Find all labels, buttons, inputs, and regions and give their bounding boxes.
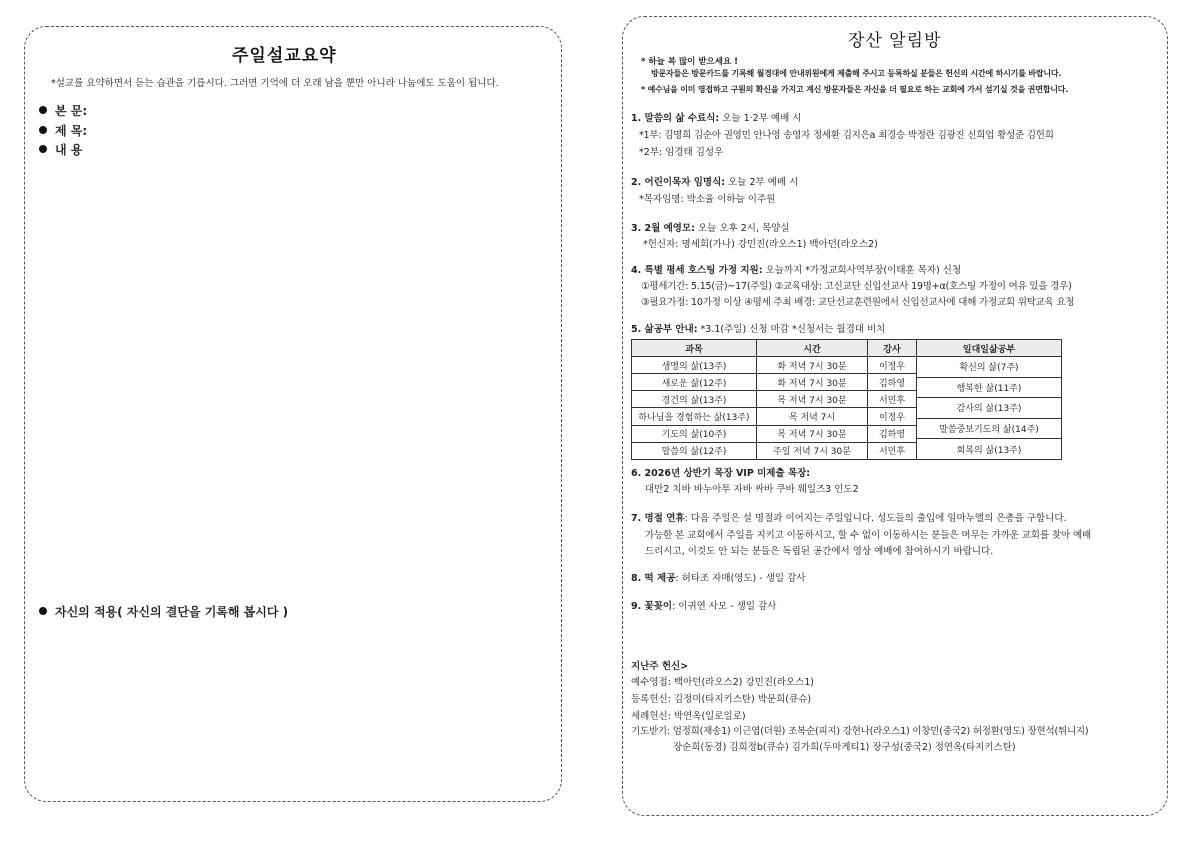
notice-8-head: 8. 떡 제공: [631, 573, 676, 584]
field-label: 본 문:: [55, 104, 88, 118]
notice-7: [631, 511, 1067, 528]
notice-7-line: 가능한 본 교회에서 주일을 지키고 이동하시고, 할 수 없이 이동하시는 분들은 머무는 가까운 교회를 찾아 예배: [645, 530, 1092, 541]
table-row: [632, 357, 1062, 374]
notice-4-line: ①평세기간: 5.15(금)~17(주일) ②교육대상: 고신교단 신입선교사 19명+α(호스팅 가정이 여유 있을 경우): [641, 281, 1072, 292]
notice-1-head: 1. 말씀의 삶 수료식:: [631, 113, 720, 124]
bullet-icon: [39, 106, 47, 114]
offering-line: 장순희(동경) 김희정b(큐슈) 김가희(두마게티1) 장구성(중국2) 정연옥(타지키스탄): [673, 742, 1016, 753]
table-cell: 화 저녁 7시 30분: [757, 374, 868, 391]
notice-6-head: 6. 2026년 상반기 목장 VIP 미제출 목장:: [631, 468, 811, 479]
field-scripture[interactable]: [39, 102, 87, 119]
table-cell: 하나님을 경험하는 삶(13주): [632, 408, 757, 425]
field-label: 내 용: [55, 143, 83, 157]
announcements-panel: [622, 16, 1168, 816]
notice-1-line: *1부: 김명희 김순아 권영민 안나영 송영자 정세환 김지은a 최경승 박정란 김광진 신희업 황성준 김헌희: [639, 130, 1054, 141]
notice-7-head: 7. 명절 연휴: [631, 513, 685, 524]
table-cell: 서민후: [868, 442, 917, 459]
table-cell: 주일 저녁 7시 30분: [757, 442, 868, 459]
table-cell: 목 저녁 7시: [757, 408, 868, 425]
table-cell: 이정우: [868, 408, 917, 425]
notice-3-rest: 오늘 오후 2시, 목양실: [694, 223, 790, 234]
notice-4-head: 4. 특별 평세 호스팅 가정 지원:: [631, 265, 763, 276]
table-header: 과목: [632, 340, 757, 357]
table-cell: 경건의 삶(13주): [632, 391, 757, 408]
offering-line: 세례헌신: 박연옥(일로일로): [631, 711, 746, 722]
bullet-icon: [39, 145, 47, 153]
bullet-icon: [39, 126, 47, 134]
table-cell: 서민후: [868, 391, 917, 408]
welcome-line: * 예수님을 이미 영접하고 구원의 확신을 가지고 계신 방문자들은 자신을 더 필요로 하는 교회에 가서 섬기실 것을 권면합니다.: [641, 85, 1069, 94]
table-header: 시간: [757, 340, 868, 357]
table-cell: 새로운 삶(12주): [632, 374, 757, 391]
notice-4-rest: 오늘까지 *가정교회사역부장(이태훈 목자) 신청: [762, 265, 962, 276]
notice-1-line: *2부: 임경태 김성우: [639, 147, 724, 158]
notice-5-head: 5. 삶공부 안내:: [631, 324, 698, 335]
life-class-table: [631, 339, 1062, 460]
side-course: 회복의 삶(13주): [956, 445, 1022, 456]
notice-9-rest: : 이귀연 사모 - 생일 감사: [672, 601, 777, 612]
notice-3: [631, 221, 790, 238]
notice-4-line: ③필요가정: 10가정 이상 ④평세 주최 배경: 교단선교훈련원에서 신입선교사에 대해 가정교회 위탁교육 요청: [641, 297, 1075, 308]
notice-2-rest: 오늘 2부 예배 시: [725, 177, 799, 188]
field-label: 제 목:: [55, 124, 88, 138]
table-cell: 이정우: [868, 357, 917, 374]
notice-9: [631, 599, 776, 616]
notice-6: [631, 466, 810, 483]
notice-8-rest: : 허타조 자매(영도) - 생일 감사: [675, 573, 806, 584]
side-course: 행복한 삶(11주): [917, 378, 1061, 399]
notice-2-head: 2. 어린이목자 임명식:: [631, 177, 726, 188]
notice-1: [631, 111, 801, 128]
announcements-title: 장산 알림방: [848, 31, 942, 51]
notice-1-rest: 오늘 1·2부 예배 시: [719, 113, 802, 124]
offering-line: 예수영접: 백아던(라오스2) 강민진(라오스1): [631, 677, 814, 688]
bullet-icon: [39, 607, 47, 615]
field-application[interactable]: [39, 603, 288, 620]
side-course: 확신의 삶(7주): [917, 357, 1061, 378]
table-cell: 기도의 삶(10주): [632, 425, 757, 442]
table-header-row: [632, 340, 1062, 357]
notice-7-rest: : 다음 주일은 설 명절과 이어지는 주일입니다. 성도들의 출입에 임마누엘의 은총을 구합니다.: [684, 513, 1067, 524]
notice-5: [631, 322, 885, 339]
table-cell: 김하영: [868, 425, 917, 442]
sermon-summary-panel: [24, 26, 562, 802]
notice-2-line: *목자임명: 박소율 이하늘 이주원: [639, 194, 776, 205]
offering-line: 등록헌신: 김정미(타지키스탄) 박문희(큐슈): [631, 694, 812, 705]
welcome-line: * 하늘 복 많이 받으세요 !: [641, 57, 739, 67]
offering-heading: 지난주 헌신>: [631, 661, 689, 672]
table-cell: 김하영: [868, 374, 917, 391]
table-header: 강사: [868, 340, 917, 357]
table-cell: 생명의 삶(13주): [632, 357, 757, 374]
notice-2: [631, 175, 798, 192]
offering-line: 기도받기: 엄정희(재송1) 이근엽(더원) 조복순(피지) 강현나(라오스1) 이창민(중국2) 허정환(영도) 장현석(튀니지): [631, 726, 1089, 737]
table-header: 일대일삶공부: [917, 340, 1062, 357]
table-cell: 말씀의 삶(12주): [632, 442, 757, 459]
notice-8: [631, 571, 805, 588]
notice-3-head: 3. 2월 예영모:: [631, 223, 695, 234]
notice-7-line: 드리시고, 이것도 안 되는 분들은 독립된 공간에서 영상 예배에 참여하시기 바랍니다.: [645, 546, 994, 557]
side-course-cell: [917, 357, 1062, 460]
notice-4: [631, 263, 961, 280]
side-course: 감사의 삶(13주): [917, 398, 1061, 419]
table-cell: 화 저녁 7시 30분: [757, 357, 868, 374]
table-cell: 목 저녁 7시 30분: [757, 391, 868, 408]
side-course: 말씀중보기도의 삶(14주): [917, 419, 1061, 440]
field-title[interactable]: [39, 122, 87, 139]
field-label: 자신의 적용( 자신의 결단을 기록해 봅시다 ): [55, 605, 289, 619]
notice-3-line: *헌신자: 명세희(가나) 강민진(라오스1) 백아던(라오스2): [643, 239, 878, 250]
welcome-line: 방문자들은 방문카드를 기록해 월경대에 안내위원에게 제출해 주시고 등록하실 분들은 헌신의 시간에 하시기를 바랍니다.: [651, 69, 1062, 78]
notice-5-rest: *3.1(주일) 신청 마감 *신청서는 월경대 비치: [697, 324, 886, 335]
sermon-subtitle: *설교를 요약하면서 듣는 습관을 기릅시다. 그러면 기억에 더 오래 남을 뿐만 아니라 나눔에도 도움이 됩니다.: [51, 78, 499, 89]
field-content[interactable]: [39, 141, 82, 158]
notice-6-line: 대만2 치바 바누아투 자바 싸바 쿠바 웨일즈3 인도2: [645, 484, 859, 495]
table-cell: 목 저녁 7시 30분: [757, 425, 868, 442]
sermon-title: 주일설교요약: [232, 46, 337, 66]
notice-9-head: 9. 꽃꽂이: [631, 601, 673, 612]
